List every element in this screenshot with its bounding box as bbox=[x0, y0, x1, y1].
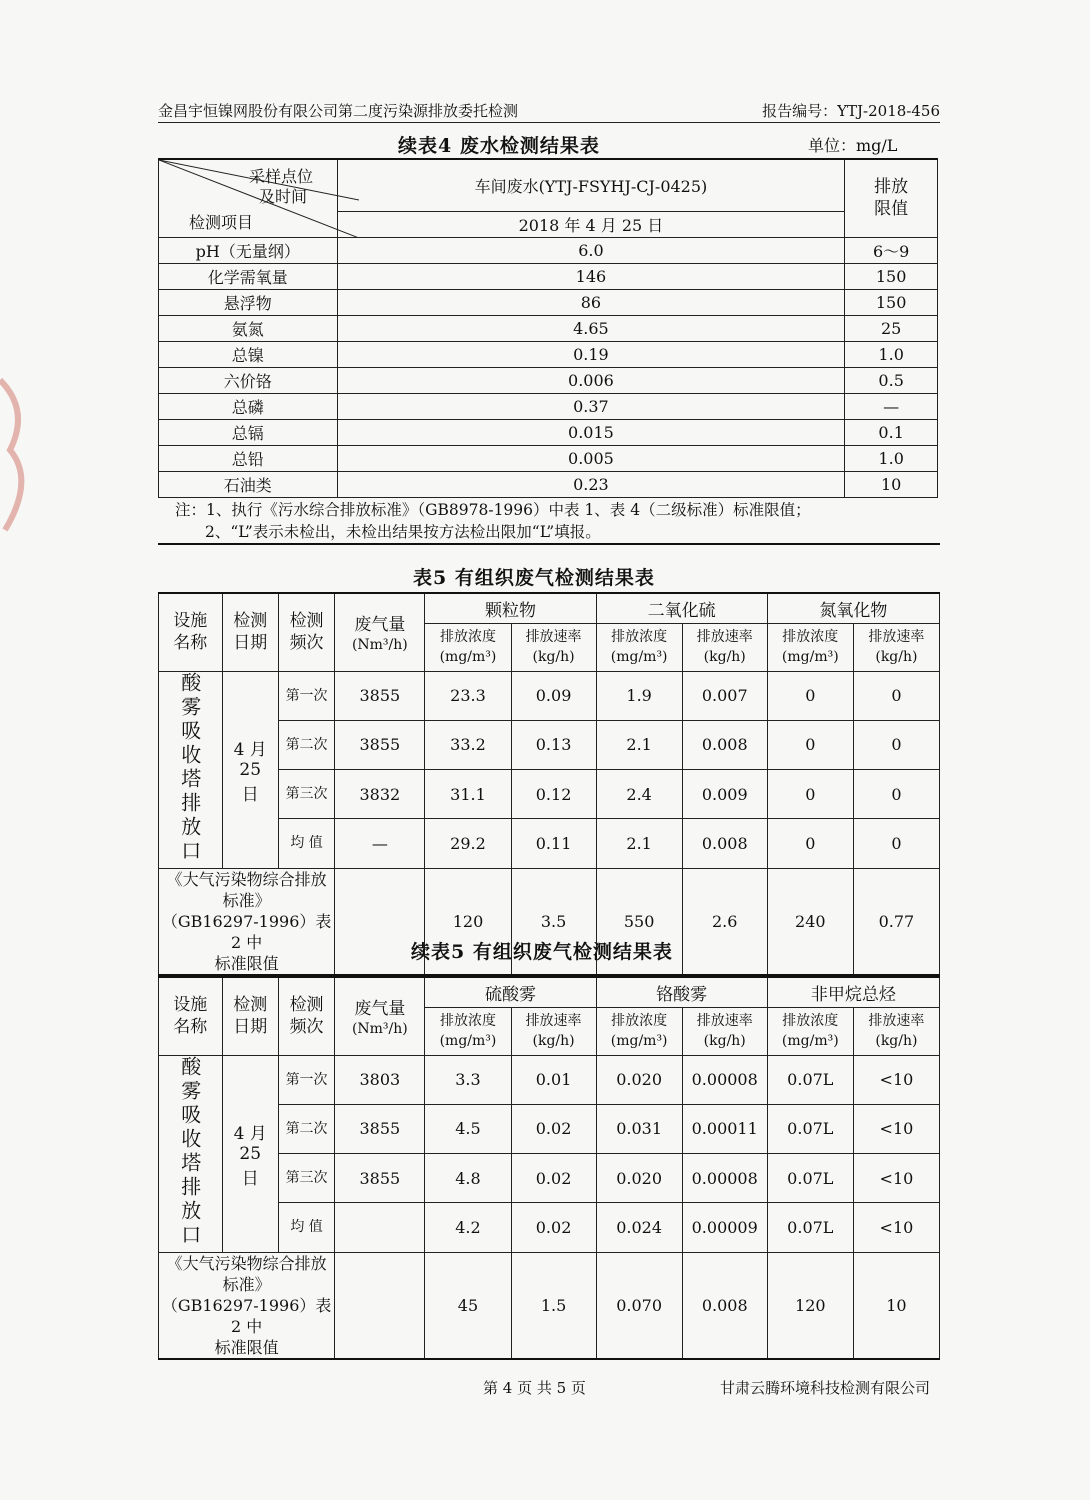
table4-row bbox=[159, 237, 938, 263]
concentration-unit: (mg/m³) bbox=[610, 649, 668, 665]
test-limit: 0.1 bbox=[845, 419, 938, 445]
value-cell: 0.007 bbox=[682, 671, 767, 720]
value-cell: 0 bbox=[853, 671, 939, 720]
test-value: 0.37 bbox=[337, 393, 845, 419]
test-limit: 150 bbox=[845, 263, 938, 289]
date-cell bbox=[222, 1055, 278, 1252]
test-item: 氨氮 bbox=[159, 315, 338, 341]
rate-unit: (kg/h) bbox=[703, 649, 746, 665]
concentration-header bbox=[596, 623, 682, 671]
test-limit: 150 bbox=[845, 289, 938, 315]
value-cell: 0.02 bbox=[511, 1203, 596, 1252]
corner-time: 及时间 bbox=[259, 187, 308, 206]
frequency-cell: 第二次 bbox=[278, 720, 334, 769]
test-value: 146 bbox=[337, 263, 845, 289]
table4-row bbox=[159, 471, 938, 497]
test-limit: 0.5 bbox=[845, 367, 938, 393]
rate-header bbox=[853, 623, 939, 671]
facility-header bbox=[159, 593, 223, 671]
concentration-unit: (mg/m³) bbox=[610, 1033, 668, 1049]
flow-unit: (Nm³/h) bbox=[351, 636, 408, 653]
test-item: 六价铬 bbox=[159, 367, 338, 393]
concentration-header bbox=[425, 1007, 511, 1055]
table4-note1: 注：1、执行《污水综合排放标准》（GB8978-1996）中表 1、表 4（二级标准）标准限值； bbox=[175, 501, 811, 519]
value-cell: 4.2 bbox=[425, 1203, 511, 1252]
table4-row bbox=[159, 445, 938, 471]
value-cell: 0.11 bbox=[511, 819, 596, 868]
flow-label: 废气量 bbox=[354, 998, 406, 1019]
standard-line2: （GB16297-1996）表 2 中 bbox=[161, 911, 332, 952]
concentration-unit: (mg/m³) bbox=[781, 1033, 839, 1049]
rate-unit: (kg/h) bbox=[532, 649, 575, 665]
value-cell: 2.1 bbox=[596, 720, 682, 769]
value-cell: 0.00011 bbox=[682, 1104, 767, 1153]
wastewater-table bbox=[158, 158, 938, 498]
date-text: 4 月 25 日 bbox=[233, 1123, 267, 1189]
table4-row bbox=[159, 367, 938, 393]
corner-item: 检测项目 bbox=[189, 213, 254, 232]
concentration-header bbox=[425, 623, 511, 671]
header-row bbox=[159, 593, 940, 623]
rate-label: 排放速率 bbox=[868, 1013, 925, 1029]
footer-company: 甘肃云腾环境科技检测有限公司 bbox=[719, 1379, 930, 1397]
header-row bbox=[159, 977, 940, 1007]
test-value: 6.0 bbox=[337, 237, 845, 263]
test-item: 总磷 bbox=[159, 393, 338, 419]
concentration-label: 排放浓度 bbox=[611, 629, 668, 645]
standard-limit-cell: 0.77 bbox=[853, 868, 939, 975]
standard-flow-cell bbox=[335, 1252, 425, 1359]
data-row bbox=[159, 1055, 940, 1104]
standard-limit-cell: 2.6 bbox=[682, 868, 767, 975]
rate-header bbox=[682, 1007, 767, 1055]
table4-row bbox=[159, 393, 938, 419]
data-row bbox=[159, 671, 940, 720]
frequency-cell: 第三次 bbox=[278, 770, 334, 819]
rate-unit: (kg/h) bbox=[703, 1033, 746, 1049]
value-cell: 0 bbox=[767, 819, 853, 868]
test-value: 4.65 bbox=[337, 315, 845, 341]
rate-label: 排放速率 bbox=[696, 629, 753, 645]
standard-line3: 标准限值 bbox=[214, 953, 279, 973]
value-cell: 0.02 bbox=[511, 1104, 596, 1153]
frequency-header-text: 检测频次 bbox=[289, 611, 324, 654]
value-cell: <10 bbox=[853, 1055, 939, 1104]
date-header-text: 检测日期 bbox=[233, 995, 268, 1038]
standard-line1: 《大气污染物综合排放标准》 bbox=[166, 869, 327, 910]
frequency-cell: 第三次 bbox=[278, 1154, 334, 1203]
frequency-header-text: 检测频次 bbox=[289, 995, 324, 1038]
standard-line1: 《大气污染物综合排放标准》 bbox=[166, 1253, 327, 1294]
table4-row bbox=[159, 419, 938, 445]
rate-header bbox=[682, 623, 767, 671]
value-cell: <10 bbox=[853, 1154, 939, 1203]
concentration-label: 排放浓度 bbox=[439, 1013, 496, 1029]
pollutant-group-header: 非甲烷总烃 bbox=[767, 977, 939, 1007]
rate-label: 排放速率 bbox=[525, 629, 582, 645]
standard-row bbox=[159, 1252, 940, 1359]
value-cell: 0 bbox=[767, 671, 853, 720]
value-cell: 0.02 bbox=[511, 1154, 596, 1203]
value-cell: 0.008 bbox=[682, 720, 767, 769]
header-company: 金昌宇恒镍网股份有限公司第二度污染源排放委托检测 bbox=[158, 102, 519, 120]
value-cell: 4.8 bbox=[425, 1154, 511, 1203]
test-value: 0.23 bbox=[337, 471, 845, 497]
table4-row bbox=[159, 341, 938, 367]
rate-label: 排放速率 bbox=[868, 629, 925, 645]
value-cell: 0.07L bbox=[767, 1055, 853, 1104]
concentration-unit: (mg/m³) bbox=[781, 649, 839, 665]
value-cell: 0.009 bbox=[682, 770, 767, 819]
facility-cell bbox=[159, 1055, 223, 1252]
value-cell: 0.01 bbox=[511, 1055, 596, 1104]
test-limit: 6～9 bbox=[845, 237, 938, 263]
date-cell bbox=[222, 671, 278, 868]
date-header-text: 检测日期 bbox=[233, 611, 268, 654]
rate-unit: (kg/h) bbox=[875, 649, 918, 665]
test-item: pH（无量纲） bbox=[159, 237, 338, 263]
standard-limit-cell: 45 bbox=[425, 1252, 511, 1359]
test-limit: 1.0 bbox=[845, 341, 938, 367]
value-cell: 4.5 bbox=[425, 1104, 511, 1153]
rate-header bbox=[511, 623, 596, 671]
standard-label bbox=[159, 868, 335, 975]
value-cell: 29.2 bbox=[425, 819, 511, 868]
pollutant-group-header: 铬酸雾 bbox=[596, 977, 767, 1007]
test-item: 总镍 bbox=[159, 341, 338, 367]
report-header bbox=[158, 98, 940, 123]
rate-header bbox=[853, 1007, 939, 1055]
test-item: 总镉 bbox=[159, 419, 338, 445]
value-cell: 0.07L bbox=[767, 1104, 853, 1153]
value-cell: 0 bbox=[853, 819, 939, 868]
concentration-label: 排放浓度 bbox=[611, 1013, 668, 1029]
value-cell: 0 bbox=[853, 720, 939, 769]
test-item: 悬浮物 bbox=[159, 289, 338, 315]
red-stamp-fragment bbox=[0, 370, 40, 540]
flow-header bbox=[335, 977, 425, 1055]
standard-label bbox=[159, 1252, 335, 1359]
value-cell: 0.008 bbox=[682, 819, 767, 868]
rate-label: 排放速率 bbox=[525, 1013, 582, 1029]
concentration-unit: (mg/m³) bbox=[439, 649, 497, 665]
standard-limit-cell: 120 bbox=[767, 1252, 853, 1359]
table4-corner-cell bbox=[159, 159, 338, 237]
date-header bbox=[222, 977, 278, 1055]
rate-unit: (kg/h) bbox=[875, 1033, 918, 1049]
table4-unit: 单位：mg/L bbox=[808, 136, 898, 155]
test-value: 0.015 bbox=[337, 419, 845, 445]
test-value: 86 bbox=[337, 289, 845, 315]
flow-header bbox=[335, 593, 425, 671]
date-text: 4 月 25 日 bbox=[233, 739, 267, 805]
value-cell: 0.00009 bbox=[682, 1203, 767, 1252]
facility-header-text: 设施名称 bbox=[173, 611, 208, 654]
table5-title: 表5 有组织废气检测结果表 bbox=[413, 567, 655, 589]
flow-cell: 3855 bbox=[335, 1154, 425, 1203]
value-cell: <10 bbox=[853, 1203, 939, 1252]
concentration-label: 排放浓度 bbox=[782, 1013, 839, 1029]
value-cell: 0 bbox=[853, 770, 939, 819]
value-cell: 0.031 bbox=[596, 1104, 682, 1153]
table4-row bbox=[159, 289, 938, 315]
value-cell: 0 bbox=[767, 770, 853, 819]
exhaust-gas-table-continued bbox=[158, 976, 940, 1360]
limit-header-cell bbox=[845, 159, 938, 237]
page-number: 第 4 页 共 5 页 bbox=[483, 1379, 586, 1397]
value-cell: 0.09 bbox=[511, 671, 596, 720]
value-cell: 31.1 bbox=[425, 770, 511, 819]
table4-bottom-rule bbox=[158, 543, 940, 545]
limit-header: 排放限值 bbox=[874, 177, 909, 220]
value-cell: 1.9 bbox=[596, 671, 682, 720]
flow-label: 废气量 bbox=[354, 614, 406, 635]
pollutant-group-header: 硫酸雾 bbox=[425, 977, 596, 1007]
flow-cell: 3855 bbox=[335, 671, 425, 720]
table4-title: 续表4 废水检测结果表 bbox=[398, 135, 600, 157]
standard-limit-cell: 10 bbox=[853, 1252, 939, 1359]
flow-cell: 3803 bbox=[335, 1055, 425, 1104]
test-item: 化学需氧量 bbox=[159, 263, 338, 289]
concentration-header bbox=[767, 623, 853, 671]
standard-limit-cell: 240 bbox=[767, 868, 853, 975]
value-cell: 0.12 bbox=[511, 770, 596, 819]
flow-cell: 3855 bbox=[335, 720, 425, 769]
value-cell: 2.4 bbox=[596, 770, 682, 819]
concentration-header bbox=[596, 1007, 682, 1055]
flow-cell: 3832 bbox=[335, 770, 425, 819]
concentration-label: 排放浓度 bbox=[439, 629, 496, 645]
test-item: 石油类 bbox=[159, 471, 338, 497]
test-limit: 1.0 bbox=[845, 445, 938, 471]
concentration-header bbox=[767, 1007, 853, 1055]
pollutant-group-header: 氮氧化物 bbox=[767, 593, 939, 623]
concentration-unit: (mg/m³) bbox=[439, 1033, 497, 1049]
standard-limit-cell: 120 bbox=[425, 868, 511, 975]
pollutant-group-header: 颗粒物 bbox=[425, 593, 596, 623]
value-cell: 23.3 bbox=[425, 671, 511, 720]
frequency-cell: 均 值 bbox=[278, 1203, 334, 1252]
standard-limit-cell: 550 bbox=[596, 868, 682, 975]
facility-name: 酸雾吸收塔排放口 bbox=[177, 671, 202, 864]
table4-note2: 2、“L”表示未检出，未检出结果按方法检出限加“L”填报。 bbox=[205, 523, 601, 541]
value-cell: 3.3 bbox=[425, 1055, 511, 1104]
facility-cell bbox=[159, 671, 223, 868]
standard-limit-cell: 1.5 bbox=[511, 1252, 596, 1359]
header-report-number: 报告编号：YTJ-2018-456 bbox=[762, 102, 940, 120]
standard-limit-cell: 0.070 bbox=[596, 1252, 682, 1359]
frequency-cell: 第二次 bbox=[278, 1104, 334, 1153]
date-header bbox=[222, 593, 278, 671]
test-value: 0.005 bbox=[337, 445, 845, 471]
flow-cell: 3855 bbox=[335, 1104, 425, 1153]
test-limit: 10 bbox=[845, 471, 938, 497]
value-cell: 0.00008 bbox=[682, 1055, 767, 1104]
value-cell: 0.07L bbox=[767, 1203, 853, 1252]
flow-cell: — bbox=[335, 819, 425, 868]
frequency-header bbox=[278, 977, 334, 1055]
date-cell: 2018 年 4 月 25 日 bbox=[337, 211, 845, 237]
value-cell: 0.13 bbox=[511, 720, 596, 769]
value-cell: <10 bbox=[853, 1104, 939, 1153]
concentration-label: 排放浓度 bbox=[782, 629, 839, 645]
flow-unit: (Nm³/h) bbox=[351, 1020, 408, 1037]
table4-row bbox=[159, 263, 938, 289]
frequency-cell: 均 值 bbox=[278, 819, 334, 868]
test-limit: — bbox=[845, 393, 938, 419]
value-cell: 0.07L bbox=[767, 1154, 853, 1203]
standard-limit-cell: 0.008 bbox=[682, 1252, 767, 1359]
test-item: 总铅 bbox=[159, 445, 338, 471]
standard-line2: （GB16297-1996）表 2 中 bbox=[161, 1295, 332, 1336]
table4-row bbox=[159, 315, 938, 341]
facility-header-text: 设施名称 bbox=[173, 995, 208, 1038]
test-limit: 25 bbox=[845, 315, 938, 341]
value-cell: 0.020 bbox=[596, 1154, 682, 1203]
value-cell: 2.1 bbox=[596, 819, 682, 868]
standard-limit-cell: 3.5 bbox=[511, 868, 596, 975]
standard-line3: 标准限值 bbox=[214, 1337, 279, 1357]
facility-header bbox=[159, 977, 223, 1055]
value-cell: 33.2 bbox=[425, 720, 511, 769]
value-cell: 0.00008 bbox=[682, 1154, 767, 1203]
rate-header bbox=[511, 1007, 596, 1055]
frequency-cell: 第一次 bbox=[278, 671, 334, 720]
frequency-header bbox=[278, 593, 334, 671]
pollutant-group-header: 二氧化硫 bbox=[596, 593, 767, 623]
corner-sample-point: 采样点位 bbox=[249, 167, 314, 186]
frequency-cell: 第一次 bbox=[278, 1055, 334, 1104]
exhaust-gas-table bbox=[158, 592, 940, 976]
rate-label: 排放速率 bbox=[696, 1013, 753, 1029]
test-value: 0.19 bbox=[337, 341, 845, 367]
value-cell: 0.024 bbox=[596, 1203, 682, 1252]
value-cell: 0.020 bbox=[596, 1055, 682, 1104]
flow-cell bbox=[335, 1203, 425, 1252]
facility-name: 酸雾吸收塔排放口 bbox=[177, 1055, 202, 1248]
table5b-title: 续表5 有组织废气检测结果表 bbox=[411, 941, 673, 963]
test-value: 0.006 bbox=[337, 367, 845, 393]
rate-unit: (kg/h) bbox=[532, 1033, 575, 1049]
sample-point-cell: 车间废水(YTJ-FSYHJ-CJ-0425) bbox=[337, 159, 845, 211]
value-cell: 0 bbox=[767, 720, 853, 769]
